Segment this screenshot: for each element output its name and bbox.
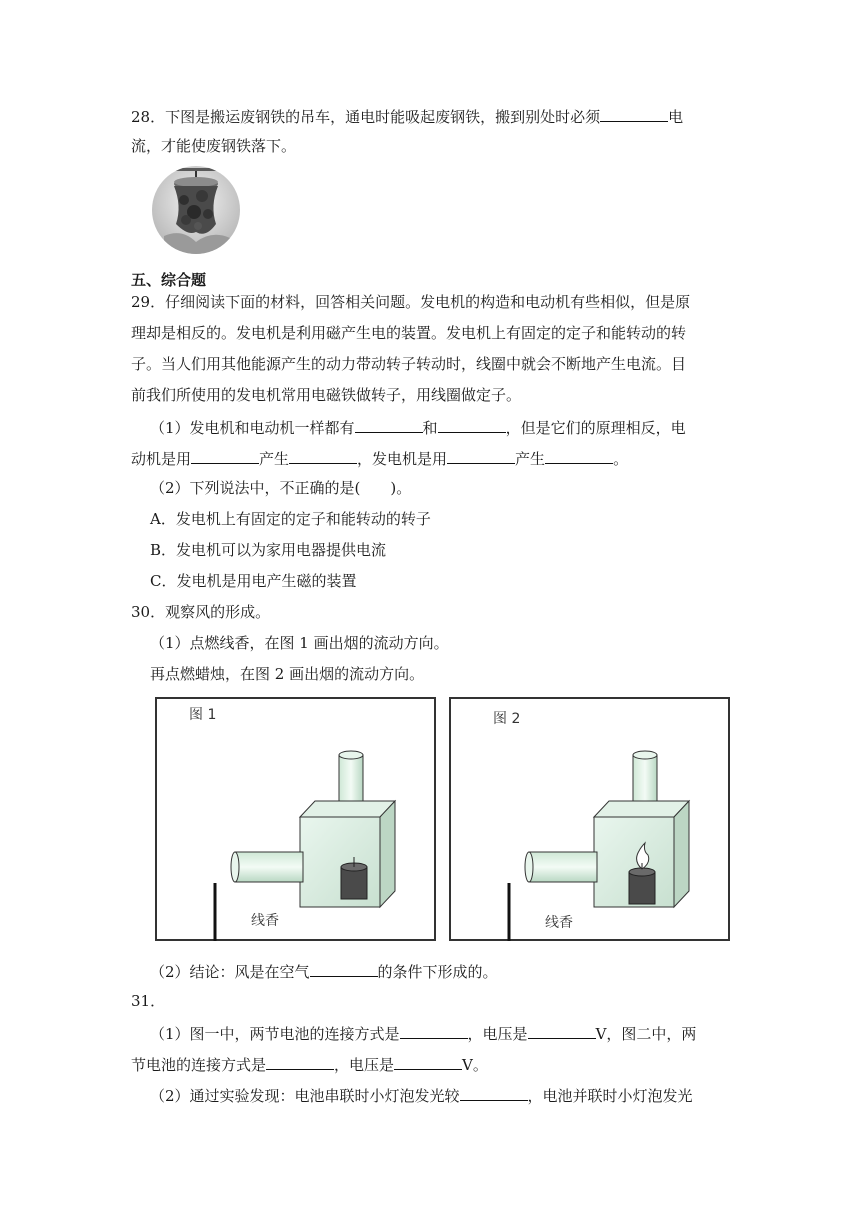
- q31-sub2-text-b: ，电池并联时小灯泡发光: [527, 1087, 693, 1105]
- q29-blank-3[interactable]: [191, 447, 259, 464]
- q28-text-a: 28．下图是搬运废钢铁的吊车，通电时能吸起废钢铁，搬到别处时必须: [131, 108, 601, 126]
- q29-sub2: （2）下列说法中，不正确的是( )。: [150, 479, 412, 497]
- figure-2-incense-label: 线香: [545, 915, 573, 931]
- figure-2-candle: [449, 697, 730, 941]
- q29-sub1-text-e: 产生: [259, 450, 290, 468]
- q29-blank-6[interactable]: [545, 447, 613, 464]
- crane-electromagnet-photo: [152, 166, 240, 254]
- figure-1-incense: [155, 697, 436, 941]
- q29-blank-4[interactable]: [289, 447, 357, 464]
- q31-blank-3[interactable]: [266, 1053, 334, 1070]
- q29-sub1-text-c: ，但是它们的原理相反，电: [505, 419, 686, 437]
- figure-1-incense-label: 线香: [251, 913, 279, 929]
- q31-sub1-line-2: [131, 1053, 488, 1075]
- q30-sub2: [150, 960, 498, 982]
- q29-sub1-text-g: 产生: [515, 450, 546, 468]
- q29-paragraph-line-3: 子。当人们用其他能源产生的动力带动转子转动时，线圈中就会不断地产生电流。目: [131, 355, 687, 373]
- q29-sub1-text-h: 。: [613, 450, 629, 468]
- q31-sub1-line-1: [150, 1022, 696, 1044]
- q31-sub2: [150, 1084, 693, 1106]
- q31-sub2-text-a: （2）通过实验发现：电池串联时小灯泡发光较: [150, 1087, 460, 1105]
- q31-blank-5[interactable]: [460, 1084, 528, 1101]
- figure-1-label: 图 1: [189, 707, 217, 723]
- figure-2-label: 图 2: [493, 711, 521, 727]
- q31-sub1-text-a: （1）图一中，两节电池的连接方式是: [150, 1025, 400, 1043]
- q31-sub1-text-e: ，电压是: [334, 1056, 395, 1074]
- q31-sub1-text-d: 节电池的连接方式是: [131, 1056, 267, 1074]
- q31-title: 31．: [131, 992, 166, 1010]
- q31-sub1-text-f: V。: [462, 1056, 488, 1074]
- q29-option-a[interactable]: A．发电机上有固定的定子和能转动的转子: [150, 510, 431, 528]
- q31-blank-1[interactable]: [400, 1022, 468, 1039]
- q30-sub1-b: 再点燃蜡烛，在图 2 画出烟的流动方向。: [150, 665, 425, 683]
- section-5-title: 五、综合题: [131, 271, 207, 289]
- q30-sub1: （1）点燃线香，在图 1 画出烟的流动方向。: [150, 634, 449, 652]
- q29-paragraph-line-2: 理却是相反的。发电机是利用磁产生电的装置。发电机上有固定的定子和能转动的转: [131, 324, 687, 342]
- q29-sub1-line-1: [150, 416, 686, 438]
- q31-sub1-text-c: V，图二中，两: [595, 1025, 697, 1043]
- q31-sub1-text-b: ，电压是: [467, 1025, 528, 1043]
- q29-sub1-line-2: [131, 447, 628, 469]
- q29-paragraph-line-1: 29．仔细阅读下面的材料，回答相关问题。发电机的构造和电动机有些相似，但是原: [131, 293, 691, 311]
- q29-paragraph-line-4: 前我们所使用的发电机常用电磁铁做转子，用线圈做定子。: [131, 386, 522, 404]
- q29-sub1-text-a: （1）发电机和电动机一样都有: [150, 419, 355, 437]
- q29-option-b[interactable]: B．发电机可以为家用电器提供电流: [150, 541, 387, 559]
- q28-text-c: 流，才能使废钢铁落下。: [131, 137, 297, 155]
- q31-blank-4[interactable]: [394, 1053, 462, 1070]
- q29-blank-1[interactable]: [355, 416, 423, 433]
- q29-blank-5[interactable]: [447, 447, 515, 464]
- q29-blank-2[interactable]: [438, 416, 506, 433]
- q28-blank[interactable]: [600, 105, 668, 122]
- q30-sub2-text-a: （2）结论：风是在空气: [150, 963, 310, 981]
- q29-sub1-text-f: ，发电机是用: [357, 450, 448, 468]
- q29-option-c[interactable]: C．发电机是用电产生磁的装置: [150, 572, 357, 590]
- q28-line-1: [131, 105, 683, 127]
- q31-blank-2[interactable]: [528, 1022, 596, 1039]
- q28-text-b: 电: [668, 108, 684, 126]
- q29-sub1-text-b: 和: [422, 419, 438, 437]
- q30-blank-1[interactable]: [310, 960, 378, 977]
- q29-sub1-text-d: 动机是用: [131, 450, 192, 468]
- q28-line-2: [131, 136, 296, 156]
- q30-sub2-text-b: 的条件下形成的。: [377, 963, 498, 981]
- q30-title: 30．观察风的形成。: [131, 603, 271, 621]
